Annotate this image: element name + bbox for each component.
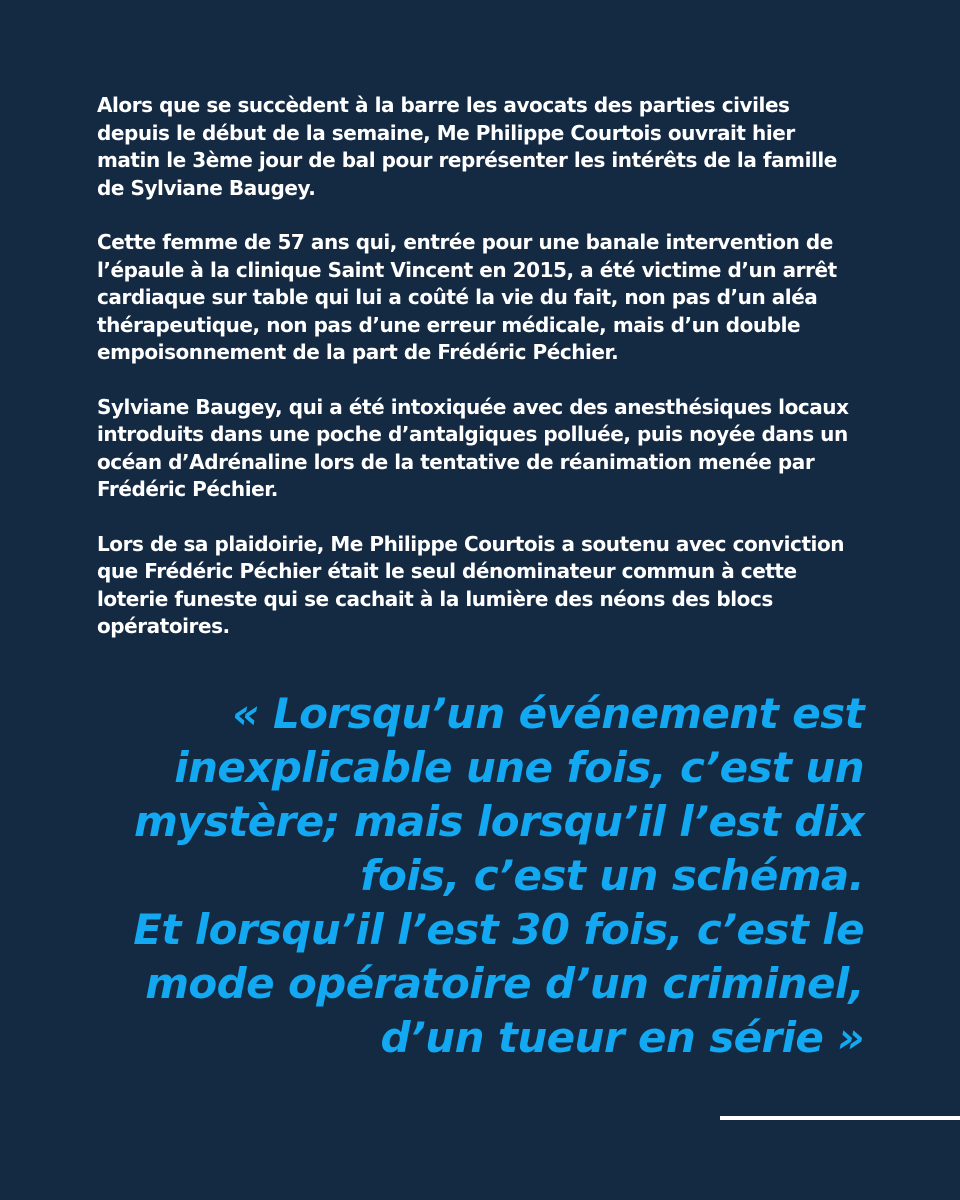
article-body — [97, 92, 897, 668]
article-paragraph-1: Alors que se succèdent à la barre les avocats des parties civiles depuis le début de la semaine, Me Philippe Courtois ouvrait hier matin le 3ème jour de bal pour représenter les intérêts de la famille de Sylviane Baugey. — [97, 93, 837, 200]
article-paragraph-2: Cette femme de 57 ans qui, entrée pour une banale intervention de l’épaule à la clinique Saint Vincent en 2015, a été victime d’un arrêt cardiaque sur table qui lui a coûté la vie du fait, non pas d’un aléa thérapeutique, non pas d’une erreur médicale, mais d’un double empoisonnement de la part de Frédéric Péchier. — [97, 230, 837, 364]
decorative-rule — [720, 1116, 960, 1120]
article-paragraph-4: Lors de sa plaidoirie, Me Philippe Courtois a soutenu avec conviction que Frédéric Péchier était le seul dénominateur commun à cette loterie funeste qui se cachait à la lumière des néons des blocs opératoires. — [97, 531, 845, 638]
pull-quote: « Lorsqu’un événement est inexplicable une fois, c’est un mystère; mais lorsqu’il l’est dix fois, c’est un schéma. Et lorsqu’il l’est 30 fois, c’est le mode opératoire d’un criminel, d’un tueur en série » — [133, 689, 864, 1062]
article-paragraph-3: Sylviane Baugey, qui a été intoxiquée avec des anesthésiques locaux introduits dans une poche d’antalgiques polluée, puis noyée dans un océan d’Adrénaline lors de la tentative de réanimation menée par Frédéric Péchier. — [97, 394, 849, 501]
